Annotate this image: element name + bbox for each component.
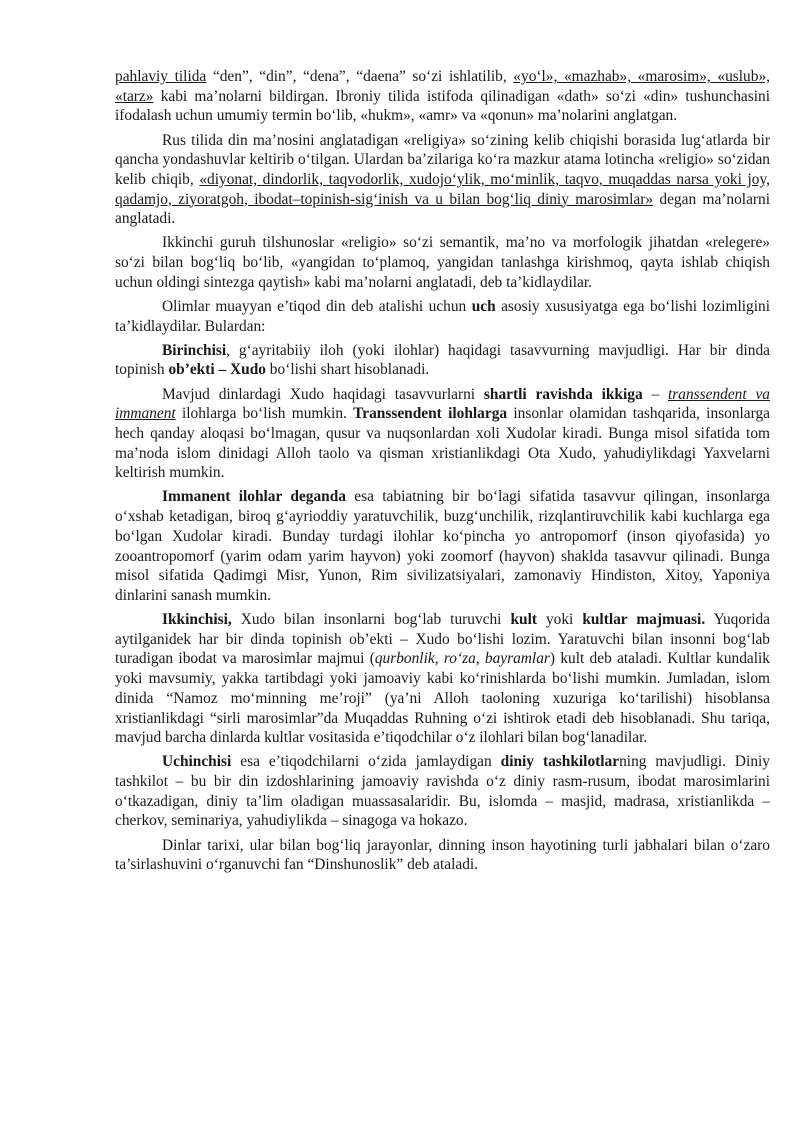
bold-text: shartli ravishda ikkiga (483, 385, 643, 403)
text-run: ) kult deb ataladi. Kultlar kundalik yoki mavsumiy, yakka tartibdagi yoki jamoaviy kabi ko‘rinishlarda bo‘lishi mumkin. Jumladan, islom dinida “Namoz mo‘minning me’roji” (ya’ni Alloh taoloning xuzuriga ko‘tarilishi) hisoblansa xristianlikdagi “sirli marosimlar”da Muqaddas Ruhning o‘zi ishtirok etadi deb hisoblanadi. Shu tariqa, mavjud barcha dinlarda kultlar vositasida e’tiqodchilar o‘z ilohlari bilan bog‘lanadilar. (115, 650, 770, 747)
italic-text: qurbonlik, ro‘za, bayramlar (374, 650, 550, 668)
text-run: Ikkinchi guruh tilshunoslar «religio» so‘zi semantik, ma’no va morfologik jihatdan «relegere» so‘zi bilan bog‘liq bo‘lib, «yangidan to‘plamoq, yangidan tanlashga kirishmoq, qayta ishlab chiqish uchun oldingi sintezga qaytish» kabi ma’nolarni anglatadi, deb ta’kidlaydilar. (115, 234, 770, 291)
paragraph (115, 487, 770, 605)
paragraph (115, 297, 770, 336)
bold-text: Birinchisi (162, 341, 227, 359)
bold-text: uch (471, 297, 496, 315)
text-run: bo‘lishi shart hisoblanadi. (265, 361, 430, 379)
bold-text: Ikkinchisi, (162, 611, 232, 629)
paragraph (115, 836, 770, 875)
underlined-text: pahlaviy tilida (115, 68, 207, 85)
bold-text: Uchinchisi (162, 753, 232, 771)
text-run: esa tabiatning bir bo‘lagi sifatida tasavvur qilingan, insonlarga o‘xshab ketadigan, biroq g‘ayrioddiy yaratuvchilik, buzg‘unchilik, rizqlantiruvchilik kabi kuchlarga ega bo‘lgan Xudolar kiradi. Bunday turdagi ilohlar ko‘pincha yo antropomorf (inson qiyofasida) yo zooantropomorf (yarim odam yarim hayvon) yoki zoomorf (hayvon) shaklda tasavvur qilinadi. Bunga misol sifatida Qadimgi Misr, Yunon, Rim sivilizatsiyalari, zamonaviy Hindiston, Xitoy, Yaponiya dinlarini sanash mumkin. (115, 488, 771, 604)
document-page (115, 67, 770, 879)
paragraph (115, 752, 770, 831)
paragraph (115, 610, 770, 748)
text-run: esa e’tiqodchilarni o‘zida jamlaydigan (231, 753, 501, 771)
text-run: insonlar olamidan tashqarida, insonlarga hech qanday aloqasi bo‘lmagan, qusur va nuqsonlardan xoli Xudolar kiradi. Bunga misol sifatida tom ma’noda islom dinidagi Alloh taolo va qisman xristianlikdagi Ota Xudo, yahudiylikdagi Yaxvelarni keltirish mumkin. (115, 405, 770, 482)
bold-text: Immanent ilohlar deganda (162, 488, 346, 506)
paragraph (115, 131, 770, 230)
text-run: Xudo bilan insonlarni bog‘lab turuvchi (231, 611, 511, 629)
text-run: kabi ma’nolarni bildirgan. Ibroniy tilida istifoda qilinadigan «dath» so‘zi «din» tushunchasini ifodalash uchun umumiy termin bo‘lib, «hukm», «amr» va «qonun» ma’nolarini anglatgan. (115, 87, 770, 125)
bold-text: ob’ekti – Xudo (168, 361, 266, 379)
paragraph (115, 385, 770, 484)
text-run: ilohlarga bo‘lish mumkin. (175, 405, 354, 423)
paragraph (115, 67, 770, 126)
text-run: yoki (536, 611, 583, 629)
text-run: “den”, “din”, “dena”, “daena” so‘zi ishlatilib, (206, 68, 514, 85)
bold-text: kult (510, 611, 537, 629)
text-run: Yuqorida aytilganidek har bir dinda topinish ob’ekti – Xudo bo‘lishi lozim. Yaratuvchi bilan insonni bog‘lab turadigan ibodat va marosimlar majmui ( (115, 611, 771, 668)
text-run: – (642, 385, 668, 403)
underlined-text: «yo‘l», «mazhab», «marosim», «uslub», «tarz» (115, 68, 770, 105)
text-run: Mavjud dinlardagi Xudo haqidagi tasavvurlarni (162, 385, 484, 403)
underlined-text: «diyonat, dindorlik, taqvodorlik, xudojo‘ylik, mo‘minlik, taqvo, muqaddas narsa yoki joy, qadamjo, ziyoratgoh, ibodat–topinish-sig‘inish va u bilan bog‘liq diniy marosimlar» (115, 170, 770, 208)
text-run: degan ma’nolarni anglatadi. (115, 190, 771, 228)
italic-text: transsendent va immanent (115, 385, 770, 423)
bold-text: diniy tashkilotlar (500, 753, 620, 771)
paragraph (115, 341, 770, 380)
bold-text: Transsendent ilohlarga (353, 405, 508, 423)
text-run: ning mavjudligi. Diniy tashkilot – bu bir din izdoshlarining jamoaviy ravishda o‘z diniy rasm-rusum, ibodat marosimlarini o‘tkazadigan, diniy ta’lim oladigan muassasalaridir. Bu, islomda – masjid, madrasa, xristianlikda – cherkov, seminariya, yahudiylikda – sinagoga va hokazo. (115, 753, 770, 830)
text-run: Olimlar muayyan e’tiqod din deb atalishi uchun (162, 297, 472, 315)
text-run: , g‘ayritabiiy iloh (yoki ilohlar) haqidagi tasavvurning mavjudligi. Har bir dinda topinish (115, 341, 770, 379)
paragraph (115, 233, 770, 292)
text-run: Dinlar tarixi, ular bilan bog‘liq jarayonlar, dinning inson hayotining turli jabhalari bilan o‘zaro ta’sirlashuvini o‘rganuvchi fan “Dinshunoslik” deb ataladi. (115, 836, 770, 874)
text-run: asosiy xususiyatga ega bo‘lishi lozimligini ta’kidlaydilar. Bulardan: (115, 297, 770, 335)
text-run: Rus tilida din ma’nosini anglatadigan «religiya» so‘zining kelib chiqishi borasida lug‘atlarda bir qancha yondashuvlar keltirib o‘tilgan. Ulardan ba’zilariga ko‘ra mazkur atama lotincha «religio» so‘zidan kelib chiqib, (115, 131, 770, 188)
bold-text: kultlar majmuasi. (582, 611, 706, 629)
